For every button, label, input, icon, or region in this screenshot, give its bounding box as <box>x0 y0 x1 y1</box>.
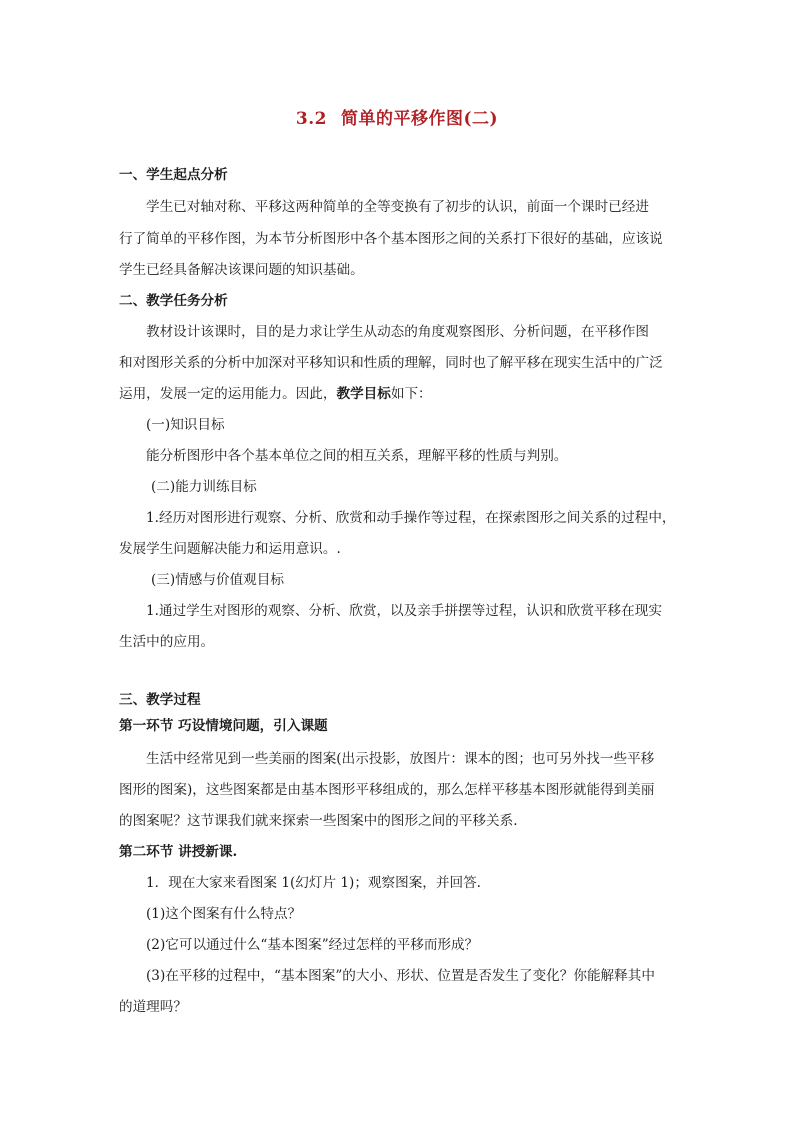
section-heading-3: 三、教学过程 <box>119 692 201 708</box>
bold-term: 教学目标 <box>336 386 391 402</box>
title-number: 3.2 <box>295 109 327 129</box>
goal-text: 1.经历对图形进行观察、分析、欣赏和动手操作等过程，在探索图形之间关系的过程中， <box>146 510 676 526</box>
section-heading-1: 一、学生起点分析 <box>119 167 228 183</box>
question-line: (1)这个图案有什么特点？ <box>146 906 302 922</box>
step-heading-2: 第二环节 讲授新课. <box>119 844 238 860</box>
paragraph-line: 生活中经常见到一些美丽的图案(出示投影，放图片：课本的图；也可另外找一些平移 <box>146 751 655 767</box>
goal-text: 生活中的应用。 <box>119 634 215 650</box>
paragraph-line: 学生已对轴对称、平移这两种简单的全等变换有了初步的认识，前面一个课时已经进 <box>146 199 649 215</box>
goal-text: 发展学生问题解决能力和运用意识。. <box>119 541 341 557</box>
goal-text: 能分析图形中各个基本单位之间的相互关系，理解平移的性质与判别。 <box>146 448 568 464</box>
paragraph-line: 运用，发展一定的运用能力。因此，教学目标如下： <box>119 386 432 402</box>
title-text: 简单的平移作图(二) <box>340 109 499 129</box>
question-line: 的道理吗？ <box>119 999 187 1015</box>
question-line: (3)在平移的过程中，“基本图案”的大小、形状、位置是否发生了变化？你能解释其中 <box>146 968 655 984</box>
question-line: 1．现在大家来看图案 1(幻灯片 1)；观察图案，并回答. <box>146 875 481 891</box>
paragraph-line: 行了简单的平移作图，为本节分析图形中各个基本图形之间的关系打下很好的基础，应该说 <box>119 231 663 247</box>
paragraph-line: 和对图形关系的分析中加深对平移知识和性质的理解，同时也了解平移在现实生活中的广泛 <box>119 355 663 371</box>
section-heading-2: 二、教学任务分析 <box>119 293 228 309</box>
step-heading-1: 第一环节 巧设情境问题，引入课题 <box>119 718 328 734</box>
goal-text: 1.通过学生对图形的观察、分析、欣赏，以及亲手拼摆等过程，认识和欣赏平移在现实 <box>146 603 662 619</box>
paragraph-line: 教材设计该课时，目的是力求让学生从动态的角度观察图形、分析问题，在平移作图 <box>146 324 649 340</box>
paragraph-line: 学生已经具备解决该课问题的知识基础。 <box>119 262 364 278</box>
page-title <box>0 104 794 129</box>
goal-label: (一)知识目标 <box>146 417 225 433</box>
goal-label: (三)情感与价值观目标 <box>151 572 284 588</box>
goal-label: (二)能力训练目标 <box>151 479 257 495</box>
paragraph-line: 图形的图案)，这些图案都是由基本图形平移组成的，那么怎样平移基本图形就能得到美丽 <box>119 782 655 798</box>
question-line: (2)它可以通过什么“基本图案”经过怎样的平移而形成？ <box>146 937 479 953</box>
paragraph-line: 的图案呢？这节课我们就来探索一些图案中的图形之间的平移关系. <box>119 813 518 829</box>
